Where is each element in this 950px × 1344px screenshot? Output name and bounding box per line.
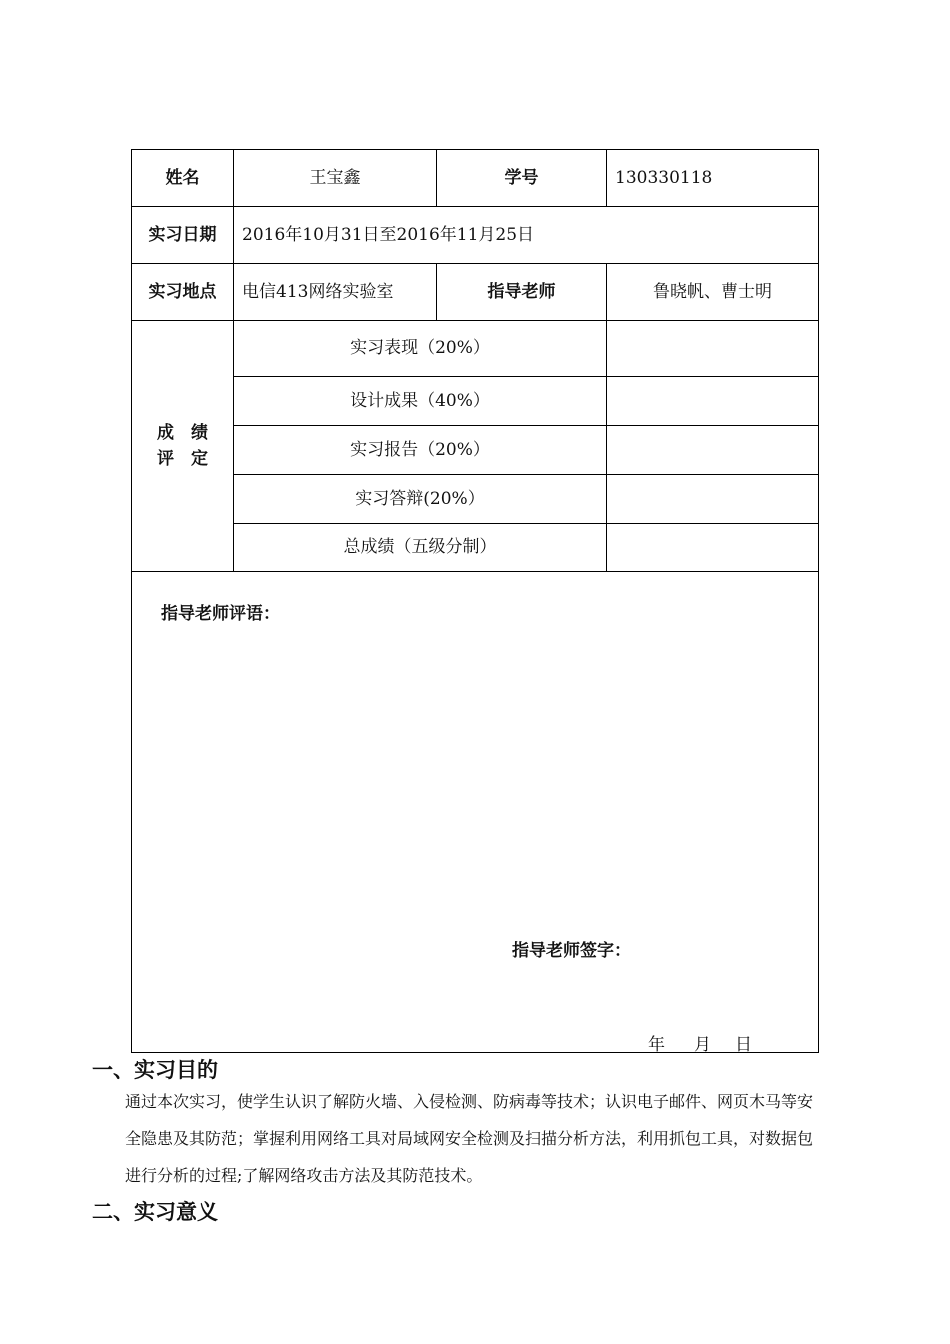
student-id-value: 130330118 [615,167,713,188]
teacher-comment-label: 指导老师评语： [161,604,280,624]
year-label: 年 [648,1035,665,1055]
name-label: 姓名 [165,167,200,188]
grade-item-report: 实习报告（20%） [350,439,490,460]
month-label: 月 [694,1035,711,1055]
grade-score-performance [607,321,818,376]
grade-label [132,321,233,571]
grade-item-performance: 实习表现（20%） [350,338,490,358]
name-value: 王宝鑫 [309,167,361,188]
day-label: 日 [735,1035,752,1055]
purpose-line: 通过本次实习，使学生认识了解防火墙、入侵检测、防病毒等技术；认识电子邮件、网页木马等安 [125,1092,814,1111]
row-divider [132,571,818,572]
evaluation-table [131,149,819,1053]
date-value: 2016年10月31日至2016年11月25日 [242,224,535,245]
section-title-purpose: 一、实习目的 [92,1058,218,1082]
teacher-signature-label: 指导老师签字： [512,941,631,961]
purpose-paragraph [125,1083,860,1194]
place-label: 实习地点 [148,281,217,302]
teacher-label: 指导老师 [487,281,556,302]
purpose-line: 进行分析的过程;了解网络攻击方法及其防范技术。 [125,1166,483,1185]
grade-score-total [607,524,818,571]
date-label: 实习日期 [148,224,217,245]
grade-item-total: 总成绩（五级分制） [343,537,497,557]
grade-item-defense: 实习答辩(20%） [355,488,485,509]
place-value: 电信413网络实验室 [242,281,394,302]
grade-score-report [607,426,818,474]
purpose-line: 全隐患及其防范；掌握利用网络工具对局域网安全检测及扫描分析方法，利用抓包工具，对数据包 [125,1129,814,1148]
student-id-label: 学号 [504,167,539,188]
grade-label-line1: 成 绩 [157,423,208,443]
section-title-significance: 二、实习意义 [92,1200,218,1224]
grade-score-design [607,377,818,425]
signature-date [648,1030,752,1055]
grade-label-line2: 评 定 [157,449,208,469]
teacher-value: 鲁晓帆、曹士明 [653,281,772,302]
grade-score-defense [607,475,818,523]
grade-item-design: 设计成果（40%） [350,390,490,411]
